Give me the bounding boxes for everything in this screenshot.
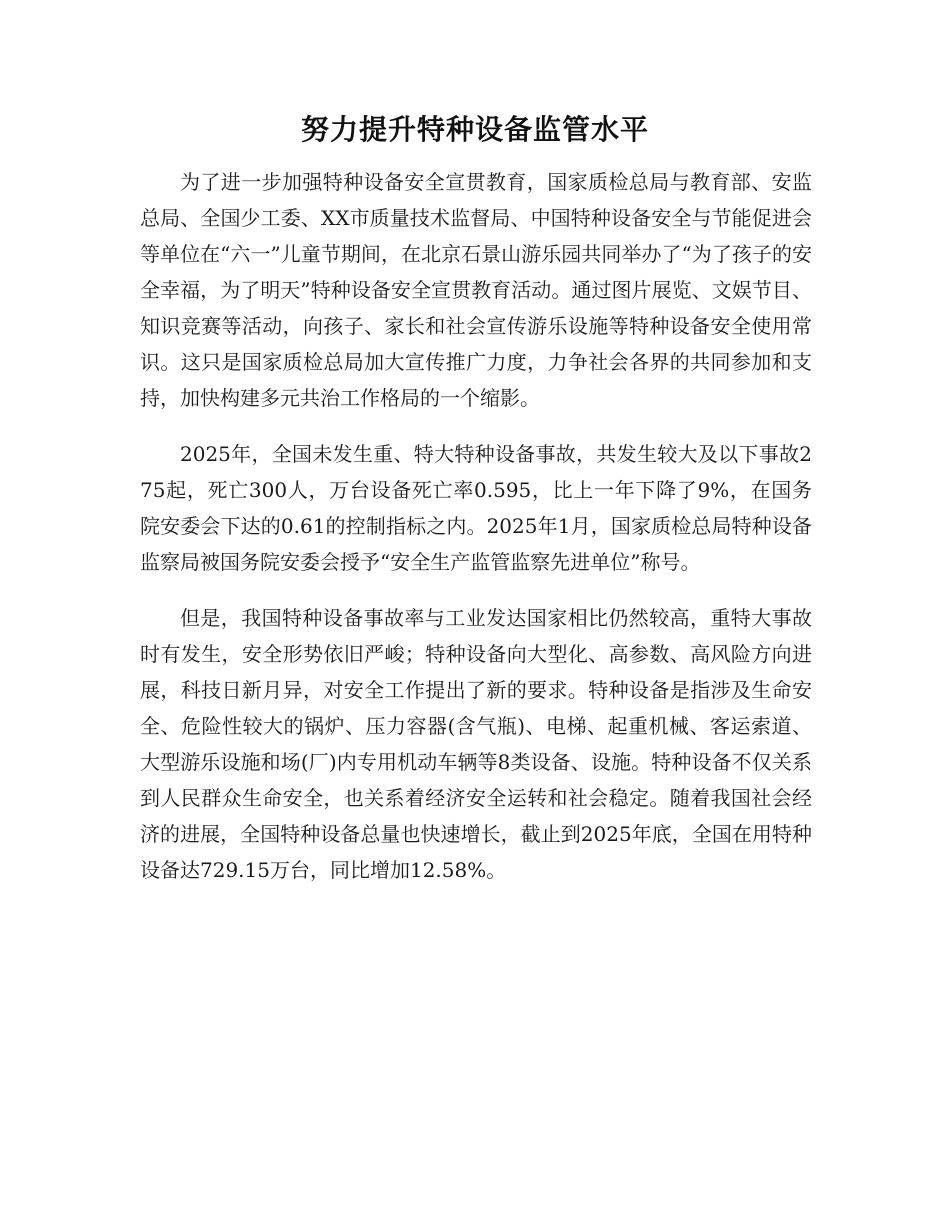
document-body	[140, 164, 812, 908]
paragraph-3: 但是，我国特种设备事故率与工业发达国家相比仍然较高，重特大事故时有发生，安全形势依旧严峻；特种设备向大型化、高参数、高风险方向进展，科技日新月异，对安全工作提出了新的要求。特种设备是指涉及生命安全、危险性较大的锅炉、压力容器(含气瓶)、电梯、起重机械、客运索道、大型游乐设施和场(厂)内专用机动车辆等8类设备、设施。特种设备不仅关系到人民群众生命安全，也关系着经济安全运转和社会稳定。随着我国社会经济的进展，全国特种设备总量也快速增长，截止到2025年底，全国在用特种设备达729.15万台，同比增加12.58%。	[140, 606, 812, 882]
page-title: 努力提升特种设备监管水平	[300, 113, 649, 146]
paragraph-2: 2025年，全国未发生重、特大特种设备事故，共发生较大及以下事故275起，死亡300人，万台设备死亡率0.595，比上一年下降了9%，在国务院安委会下达的0.61的控制指标之内。2025年1月，国家质检总局特种设备监察局被国务院安委会授予“安全生产监管监察先进单位”称号。	[140, 442, 812, 574]
paragraph-1: 为了进一步加强特种设备安全宣贯教育，国家质检总局与教育部、安监总局、全国少工委、XX市质量技术监督局、中国特种设备安全与节能促进会等单位在“六一”儿童节期间，在北京石景山游乐园共同举办了“为了孩子的安全幸福，为了明天”特种设备安全宣贯教育活动。通过图片展览、文娱节目、知识竞赛等活动，向孩子、家长和社会宣传游乐设施等特种设备安全使用常识。这只是国家质检总局加大宣传推广力度，力争社会各界的共同参加和支持，加快构建多元共治工作格局的一个缩影。	[140, 170, 812, 410]
